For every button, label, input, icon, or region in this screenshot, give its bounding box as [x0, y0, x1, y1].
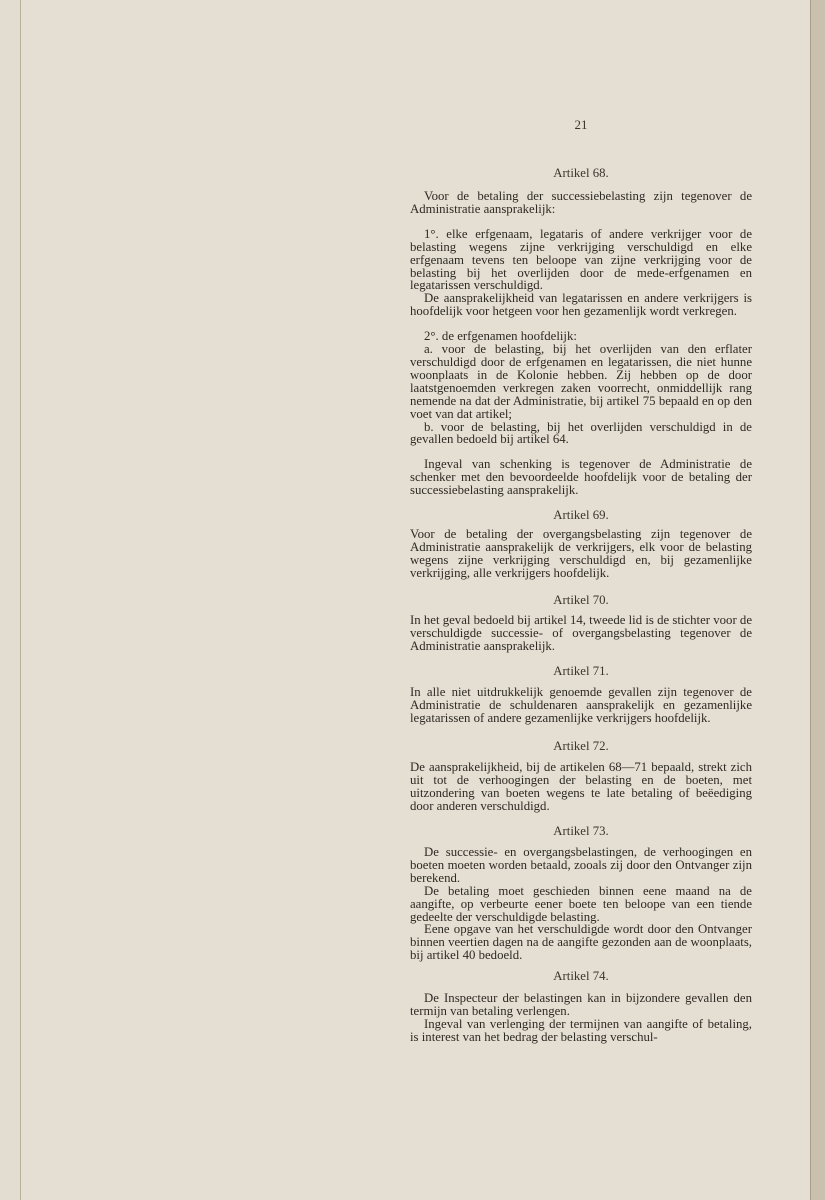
- article-68-item-2b: b. voor de belasting, bij het overlijden verschuldigd in de gevallen bedoeld bij artikel 64.: [410, 419, 752, 447]
- page-edge-right: [810, 0, 825, 1200]
- article-68-gift-paragraph: Ingeval van schenking is tegenover de Administratie de schenker met den bevoordeelde hoofdelijk voor de betaling der successiebelasting aansprakelijk.: [410, 457, 752, 498]
- article-73-heading: Artikel 73.: [553, 824, 609, 838]
- article-73-paragraph-3: Eene opgave van het verschuldigde wordt door den Ontvanger binnen veertien dagen na de aangifte gezonden aan de woonplaats, bij artikel 40 bedoeld.: [410, 922, 752, 963]
- article-69-body: Voor de betaling der overgangsbelasting zijn tegenover de Administratie aansprakelijk de verkrijgers, elk voor de belasting wegens zijne verkrijging verschuldigd en, bij gezamenlijke verkrijging, alle verkrijgers hoofdelijk.: [410, 527, 752, 580]
- article-74-paragraph-2: Ingeval van verlenging der termijnen van aangifte of betaling, is interest van het bedrag der belasting verschul-: [410, 1016, 752, 1044]
- article-68-item-1: 1°. elke erfgenaam, legataris of andere verkrijger voor de belasting wegens zijne verkrijging verschuldigd en elke erfgenaam tevens ten beloope van zijne verkrijging voor de belasting bij het overlijden door de mede-erfgenamen en legatarissen verschuldigd.: [410, 226, 752, 293]
- article-73-body: [410, 846, 752, 962]
- article-69-heading: Artikel 69.: [553, 508, 609, 522]
- article-68-intro: Voor de betaling der successiebelasting zijn tegenover de Administratie aansprakelijk:: [410, 189, 752, 216]
- page-number: 21: [574, 117, 588, 132]
- article-71-heading: Artikel 71.: [553, 664, 609, 678]
- article-70-body: In het geval bedoeld bij artikel 14, tweede lid is de stichter voor de verschuldigde successie- of overgangsbelasting tegenover de Administratie aansprakelijk.: [410, 613, 752, 653]
- article-71-body: In alle niet uitdrukkelijk genoemde gevallen zijn tegenover de Administratie de schuldenaren aansprakelijk en gezamenlijke legatarissen of andere gezamenlijke verkrijgers hoofdelijk.: [410, 685, 752, 725]
- article-68-heading: Artikel 68.: [553, 166, 609, 180]
- article-74-heading: Artikel 74.: [553, 969, 609, 983]
- article-72-heading: Artikel 72.: [553, 739, 609, 753]
- article-73-paragraph-1: De successie- en overgangsbelastingen, de verhoogingen en boeten moeten worden betaald, zooals zij door den Ontvanger zijn berekend.: [410, 845, 752, 885]
- article-70-heading: Artikel 70.: [553, 593, 609, 607]
- article-68-item-1-liability: De aansprakelijkheid van legatarissen en andere verkrijgers is hoofdelijk voor hetgeen voor hen gezamenlijk wordt verkregen.: [410, 291, 752, 319]
- article-68-body: [410, 190, 752, 497]
- previous-page-edge: [0, 0, 21, 1200]
- article-74-paragraph-1: De Inspecteur der belastingen kan in bijzondere gevallen den termijn van betaling verlengen.: [410, 991, 752, 1018]
- article-68-item-2a: a. voor de belasting, bij het overlijden van den erflater verschuldigd door de erfgenamen en legatarissen, die niet hunne woonplaats in de Kolonie hebben. Zij hebben op de door laatstgenoemden verkregen zaken voorrecht, onmiddellijk rang nemende na dat der Administratie, bij artikel 75 bepaald en op den voet van dat artikel;: [410, 342, 752, 421]
- article-68-item-2: 2°. de erfgenamen hoofdelijk:: [424, 329, 577, 344]
- article-74-body: [410, 992, 752, 1044]
- article-72-body: De aansprakelijkheid, bij de artikelen 68—71 bepaald, strekt zich uit tot de verhoogingen der belasting en de boeten, met uitzondering van boeten wegens te late betaling of beëediging door anderen verschuldigd.: [410, 760, 752, 813]
- article-73-paragraph-2: De betaling moet geschieden binnen eene maand na de aangifte, op verbeurte eener boete ten beloope van een tiende gedeelte der verschuldigde belasting.: [410, 883, 752, 924]
